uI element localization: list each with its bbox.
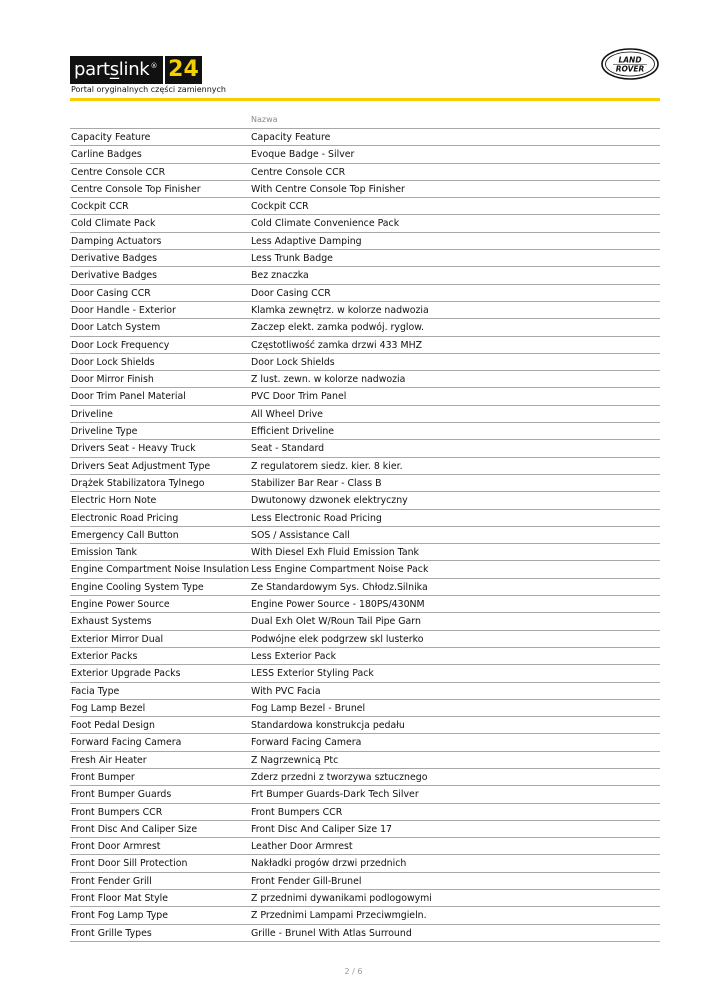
- table-row: [70, 890, 660, 907]
- feature-cell: Capacity Feature: [71, 132, 151, 143]
- name-cell: SOS / Assistance Call: [251, 529, 350, 541]
- table-row: [70, 458, 660, 475]
- table-row: [70, 146, 660, 163]
- table-row: [70, 579, 660, 596]
- feature-cell: Cold Climate Pack: [71, 218, 156, 230]
- table-row: [70, 613, 660, 630]
- feature-cell: Door Handle - Exterior: [71, 304, 176, 316]
- column-header-name: Nazwa: [251, 115, 278, 124]
- table-row: [70, 423, 660, 440]
- name-cell: Z regulatorem siedz. kier. 8 kier.: [251, 460, 403, 472]
- table-row: [70, 855, 660, 872]
- feature-cell: Centre Console CCR: [71, 166, 166, 178]
- name-cell: Ze Standardowym Sys. Chłodz.Silnika: [251, 581, 428, 593]
- table-row: [70, 631, 660, 648]
- feature-cell: Front Disc And Caliper Size: [71, 823, 198, 835]
- table-row: [70, 804, 660, 821]
- name-cell: Front Fender Gill-Brunel: [251, 875, 362, 887]
- feature-cell: Driveline Type: [71, 426, 138, 438]
- name-cell: Door Lock Shields: [251, 356, 335, 368]
- name-cell: Cold Climate Convenience Pack: [251, 218, 400, 230]
- feature-cell: Door Latch System: [71, 322, 161, 334]
- table-row: [70, 769, 660, 786]
- feature-cell: Front Door Armrest: [71, 841, 161, 853]
- name-cell: All Wheel Drive: [251, 408, 323, 420]
- feature-cell: Foot Pedal Design: [71, 720, 155, 732]
- name-cell: Less Electronic Road Pricing: [251, 512, 382, 524]
- feature-cell: Facia Type: [71, 685, 120, 697]
- feature-cell: Driveline: [71, 408, 113, 420]
- logo-wordmark: partslink®: [70, 56, 163, 84]
- feature-cell: Exterior Packs: [71, 650, 138, 662]
- name-cell: With PVC Facia: [251, 685, 321, 697]
- feature-cell: Damping Actuators: [71, 235, 162, 247]
- tagline: Portal oryginalnych części zamiennych: [71, 85, 226, 94]
- feature-cell: Drivers Seat Adjustment Type: [71, 460, 211, 472]
- name-cell: Zderz przedni z tworzywa sztucznego: [251, 771, 428, 783]
- table-row: [70, 233, 660, 250]
- name-cell: Door Casing CCR: [251, 287, 331, 299]
- table-row: [70, 683, 660, 700]
- table-row: [70, 337, 660, 354]
- table-row: [70, 388, 660, 405]
- page-number: 2 / 6: [344, 967, 363, 976]
- table-row: [70, 873, 660, 890]
- table-row: [70, 752, 660, 769]
- table-row: [70, 907, 660, 924]
- name-cell: Evoque Badge - Silver: [251, 149, 355, 161]
- table-row: [70, 129, 660, 146]
- feature-cell: Carline Badges: [71, 149, 142, 161]
- table-row: [70, 406, 660, 423]
- name-cell: Dwutonowy dzwonek elektryczny: [251, 495, 408, 507]
- feature-cell: Emergency Call Button: [71, 529, 179, 541]
- logo-number: 24: [165, 56, 202, 84]
- name-cell: Less Engine Compartment Noise Pack: [251, 564, 429, 576]
- feature-cell: Front Fender Grill: [71, 875, 152, 887]
- table-row: [70, 198, 660, 215]
- feature-cell: Fog Lamp Bezel: [71, 702, 146, 714]
- feature-cell: Door Lock Shields: [71, 356, 155, 368]
- name-cell: PVC Door Trim Panel: [251, 391, 347, 403]
- name-cell: Frt Bumper Guards-Dark Tech Silver: [251, 789, 419, 801]
- name-cell: Grille - Brunel With Atlas Surround: [251, 927, 412, 939]
- table-row: [70, 250, 660, 267]
- name-cell: Z przednimi dywanikami podlogowymi: [251, 893, 432, 905]
- name-cell: Efficient Driveline: [251, 426, 335, 438]
- table-row: [70, 285, 660, 302]
- table-row: [70, 821, 660, 838]
- name-cell: Częstotliwość zamka drzwi 433 MHZ: [251, 339, 423, 351]
- feature-cell: Exhaust Systems: [71, 616, 152, 628]
- feature-cell: Exterior Mirror Dual: [71, 633, 164, 645]
- feature-cell: Cockpit CCR: [71, 201, 129, 213]
- name-cell: Nakładki progów drzwi przednich: [251, 858, 407, 870]
- table-row: [70, 181, 660, 198]
- table-row: [70, 925, 660, 942]
- feature-cell: Electronic Road Pricing: [71, 512, 179, 524]
- feature-cell: Centre Console Top Finisher: [71, 183, 201, 195]
- feature-cell: Derivative Badges: [71, 253, 158, 265]
- name-cell: With Diesel Exh Fluid Emission Tank: [251, 547, 419, 559]
- feature-cell: Emission Tank: [71, 547, 137, 559]
- table-row: [70, 527, 660, 544]
- land-rover-logo: [601, 48, 659, 80]
- name-cell: Podwójne elek podgrzew skl lusterko: [251, 633, 424, 645]
- feature-cell: Door Casing CCR: [71, 287, 151, 299]
- name-cell: Dual Exh Olet W/Roun Tail Pipe Garn: [251, 616, 421, 628]
- table-row: [70, 440, 660, 457]
- feature-cell: Front Grille Types: [71, 927, 152, 939]
- table-row: [70, 164, 660, 181]
- table-row: [70, 475, 660, 492]
- feature-cell: Fresh Air Heater: [71, 754, 147, 766]
- name-cell: Cockpit CCR: [251, 201, 309, 213]
- feature-cell: Engine Cooling System Type: [71, 581, 204, 593]
- logo-line-1: LAND: [618, 55, 642, 65]
- feature-cell: Front Bumpers CCR: [71, 806, 163, 818]
- feature-cell: Engine Power Source: [71, 599, 170, 611]
- table-row: [70, 665, 660, 682]
- feature-cell: Exterior Upgrade Packs: [71, 668, 181, 680]
- name-cell: Engine Power Source - 180PS/430NM: [251, 599, 425, 611]
- table-row: [70, 734, 660, 751]
- name-cell: Z Przednimi Lampami Przeciwmgieln.: [251, 910, 427, 922]
- partslink24-logo[interactable]: [70, 56, 202, 84]
- feature-cell: Front Bumper: [71, 771, 135, 783]
- feature-cell: Front Door Sill Protection: [71, 858, 188, 870]
- table-row: [70, 267, 660, 284]
- table-row: [70, 319, 660, 336]
- feature-cell: Door Trim Panel Material: [71, 391, 186, 403]
- table-row: [70, 648, 660, 665]
- table-row: [70, 544, 660, 561]
- table-row: [70, 492, 660, 509]
- feature-cell: Front Floor Mat Style: [71, 893, 169, 905]
- name-cell: Less Trunk Badge: [251, 253, 333, 265]
- name-cell: Forward Facing Camera: [251, 737, 362, 749]
- table-row: [70, 510, 660, 527]
- table-row: [70, 371, 660, 388]
- table-row: [70, 354, 660, 371]
- name-cell: Klamka zewnętrz. w kolorze nadwozia: [251, 304, 429, 316]
- name-cell: Less Exterior Pack: [251, 650, 337, 662]
- name-cell: Less Adaptive Damping: [251, 235, 362, 247]
- name-cell: Fog Lamp Bezel - Brunel: [251, 702, 366, 714]
- feature-cell: Electric Horn Note: [71, 495, 157, 507]
- table-row: [70, 700, 660, 717]
- name-cell: LESS Exterior Styling Pack: [251, 668, 374, 680]
- feature-cell: Drivers Seat - Heavy Truck: [71, 443, 196, 455]
- name-cell: Front Bumpers CCR: [251, 806, 343, 818]
- feature-cell: Front Fog Lamp Type: [71, 910, 168, 922]
- table-row: [70, 215, 660, 232]
- table-row: [70, 302, 660, 319]
- feature-cell: Door Lock Frequency: [71, 339, 170, 351]
- feature-cell: Engine Compartment Noise Insulation: [71, 564, 250, 576]
- name-cell: Z Nagrzewnicą Ptc: [251, 754, 339, 766]
- logo-line-2: ROVER: [615, 64, 645, 74]
- name-cell: Capacity Feature: [251, 132, 331, 143]
- name-cell: Zaczep elekt. zamka podwój. ryglow.: [251, 322, 425, 334]
- name-cell: Stabilizer Bar Rear - Class B: [251, 477, 382, 489]
- table-header: [70, 112, 660, 129]
- feature-cell: Front Bumper Guards: [71, 789, 172, 801]
- header-divider: [70, 98, 660, 101]
- feature-cell: Derivative Badges: [71, 270, 158, 282]
- feature-cell: Door Mirror Finish: [71, 374, 154, 386]
- table-row: [70, 717, 660, 734]
- name-cell: With Centre Console Top Finisher: [251, 183, 405, 195]
- name-cell: Centre Console CCR: [251, 166, 346, 178]
- name-cell: Z lust. zewn. w kolorze nadwozia: [251, 374, 406, 386]
- feature-cell: Forward Facing Camera: [71, 737, 182, 749]
- page-header: [70, 56, 660, 102]
- table-row: [70, 838, 660, 855]
- table-row: [70, 561, 660, 578]
- feature-cell: Drążek Stabilizatora Tylnego: [71, 477, 205, 489]
- table-row: [70, 786, 660, 803]
- parts-table: [70, 112, 660, 942]
- table-body: [70, 129, 660, 942]
- name-cell: Front Disc And Caliper Size 17: [251, 823, 393, 835]
- name-cell: Leather Door Armrest: [251, 841, 353, 853]
- name-cell: Seat - Standard: [251, 443, 325, 455]
- name-cell: Bez znaczka: [251, 270, 309, 282]
- name-cell: Standardowa konstrukcja pedału: [251, 720, 405, 732]
- table-row: [70, 596, 660, 613]
